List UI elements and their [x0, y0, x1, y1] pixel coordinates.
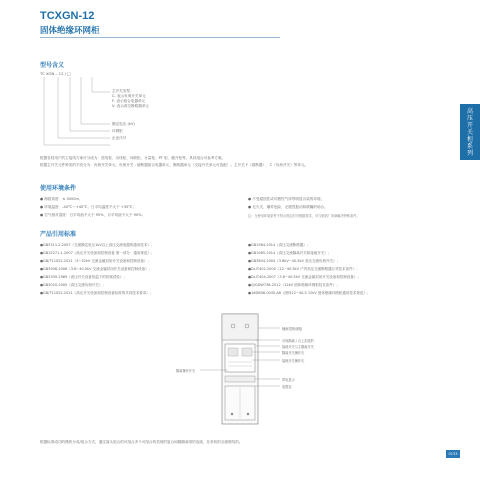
- conditions-heading: 使用环境条件: [40, 185, 77, 192]
- side-tab-char: 系: [466, 143, 473, 150]
- standard-item: ●GB3309-1989《高压开关设备常温下的机械试验》；: [40, 275, 127, 279]
- side-tab-char: 关: [466, 129, 473, 136]
- diagram-callout: 隔离开关操作孔: [282, 351, 305, 355]
- model-item-company: 企业代号: [112, 136, 127, 140]
- model-meaning-heading: 型号含义: [40, 62, 65, 69]
- diagram-callout: 电缆室: [282, 385, 292, 389]
- standards-heading: 产品引用标准: [40, 231, 77, 238]
- standard-item: ●GB3906-2006《3.6~40.5kV 交流金属封闭开关设备和控制设备》；: [40, 267, 153, 271]
- diagram-callout: 辅助控制/面板: [282, 327, 303, 331]
- diagram-callout: 可视隔离 / 合上扣进的: [282, 339, 314, 343]
- diagram-callout: 带电显示: [282, 378, 295, 382]
- condition-pollution: ● 不受腐蚀性或可燃性气体等明显污染的环境；: [248, 197, 325, 201]
- title-divider: [40, 37, 280, 38]
- standard-item: ●GB/T11022-2011《高压开关设备和控制设备标准的共同技术要求》；: [40, 291, 154, 295]
- side-tab-char: 高: [466, 108, 473, 115]
- standard-item: ●DL/T402-2000《12~40.5kV 户内高压交流断路器订货技术条件》；: [248, 267, 360, 271]
- model-note-2: 根据主开关元件种类的不同分为：负荷开关单元、负荷开关 - 熔断器组合电器单元、断路器单元（交接开关单元可选配）。主开关 F（熔断器）、C（负荷开关）等单元。: [40, 163, 309, 167]
- model-item-main-switch: 主开关类型：: [112, 89, 134, 93]
- diagram-callout-left: 隔离操作开关: [176, 369, 196, 373]
- model-code-leader-lines: [40, 76, 150, 148]
- standard-item: ●DL/T404-2007《3.6~40.5kV 交流金属封闭开关设备和控制设备》；: [248, 275, 361, 279]
- diagram-callout: 接地开关操作孔: [282, 359, 305, 363]
- side-tab-char: 开: [466, 122, 473, 129]
- conditions-note: 注：当使用环境条件不符合规定时可根据需求，可与制造厂协商解决特殊条件。: [248, 214, 360, 218]
- standard-item: ●GB1985-2014《高压交流隔离开关和接地开关》；: [248, 251, 332, 255]
- product-name-title: 固体绝缘环网柜: [40, 26, 100, 36]
- condition-temperature: ● 环境温度：-40℃～+40℃；日平均温度不大于 +35℃；: [40, 205, 137, 209]
- product-code-title: TCXGN-12: [40, 10, 95, 22]
- condition-hazard: ● 无火灾、爆炸危险、无剧烈振动和颠簸的场合。: [248, 205, 328, 209]
- model-item-ring-main: 环网柜: [112, 129, 123, 133]
- standard-item: ●GB3804-2004《3.6kV~40.5kV 高压交流负荷开关》；: [248, 259, 340, 263]
- model-item-f: F- 表示组合电器单元: [112, 99, 146, 103]
- page-number: 0133: [446, 450, 460, 458]
- series-side-tab: [460, 104, 480, 160]
- model-code: TC XGN – 12 / □: [40, 71, 71, 76]
- side-tab-char: 列: [466, 150, 473, 157]
- diagram-caption: 根据标准成功的模块分成/组合方式，通过箭头组合的可组合多个可组合的类别的复合间隙隔离剂的连续，在单机的全面联结的。: [40, 440, 243, 444]
- model-note-1: 根据各档用户的主接线方案可分成为：进线柜、出线柜、母联柜、计量柜、PT 柜、避开柜等。具体组合可参考方案。: [40, 156, 226, 160]
- standard-item: ●16DB06-0045-A6《固体12~40.5 12kV 固体绝缘环网柜通用技术规范》；: [248, 291, 371, 295]
- side-tab-char: 柜: [466, 136, 473, 143]
- condition-altitude: ● 海拔高度：≤ 3000m；: [40, 197, 83, 201]
- model-item-c: C- 表示负荷开关单元: [112, 94, 146, 98]
- side-tab-char: 压: [466, 115, 473, 122]
- standard-item: ●GB3311.2-2007《交流额定电压1kV以上高压交流电器的通用技术》；: [40, 243, 155, 247]
- diagram-callout: 接地开关与主隔离开关: [282, 345, 314, 349]
- standard-item: ●GB15271.1-2007《高压开关设备和控制设备 第一部分：通用规范》；: [40, 251, 155, 255]
- standard-item: ●GB1984-2014《高压交流断路器》；: [248, 243, 311, 247]
- standard-item: ●Q/GDW738-2012《12kV 固体绝缘环网柜技术条件》；: [248, 283, 340, 287]
- model-item-v: V- 表示真空断路器单元: [112, 104, 150, 108]
- standard-item: ●GB3020-2000《高压交流负荷开关》；: [40, 283, 106, 287]
- cabinet-diagram: [180, 300, 360, 430]
- standard-item: ●GB/T11022-2011《3~52kV 交流金属封闭开关设备和控制设备》；: [40, 259, 151, 263]
- model-item-voltage: 额定电压 (kV): [112, 122, 135, 126]
- condition-humidity: ● 空气相对湿度：日平均值不大于 95%，月平均值不大于 90%；: [40, 213, 146, 217]
